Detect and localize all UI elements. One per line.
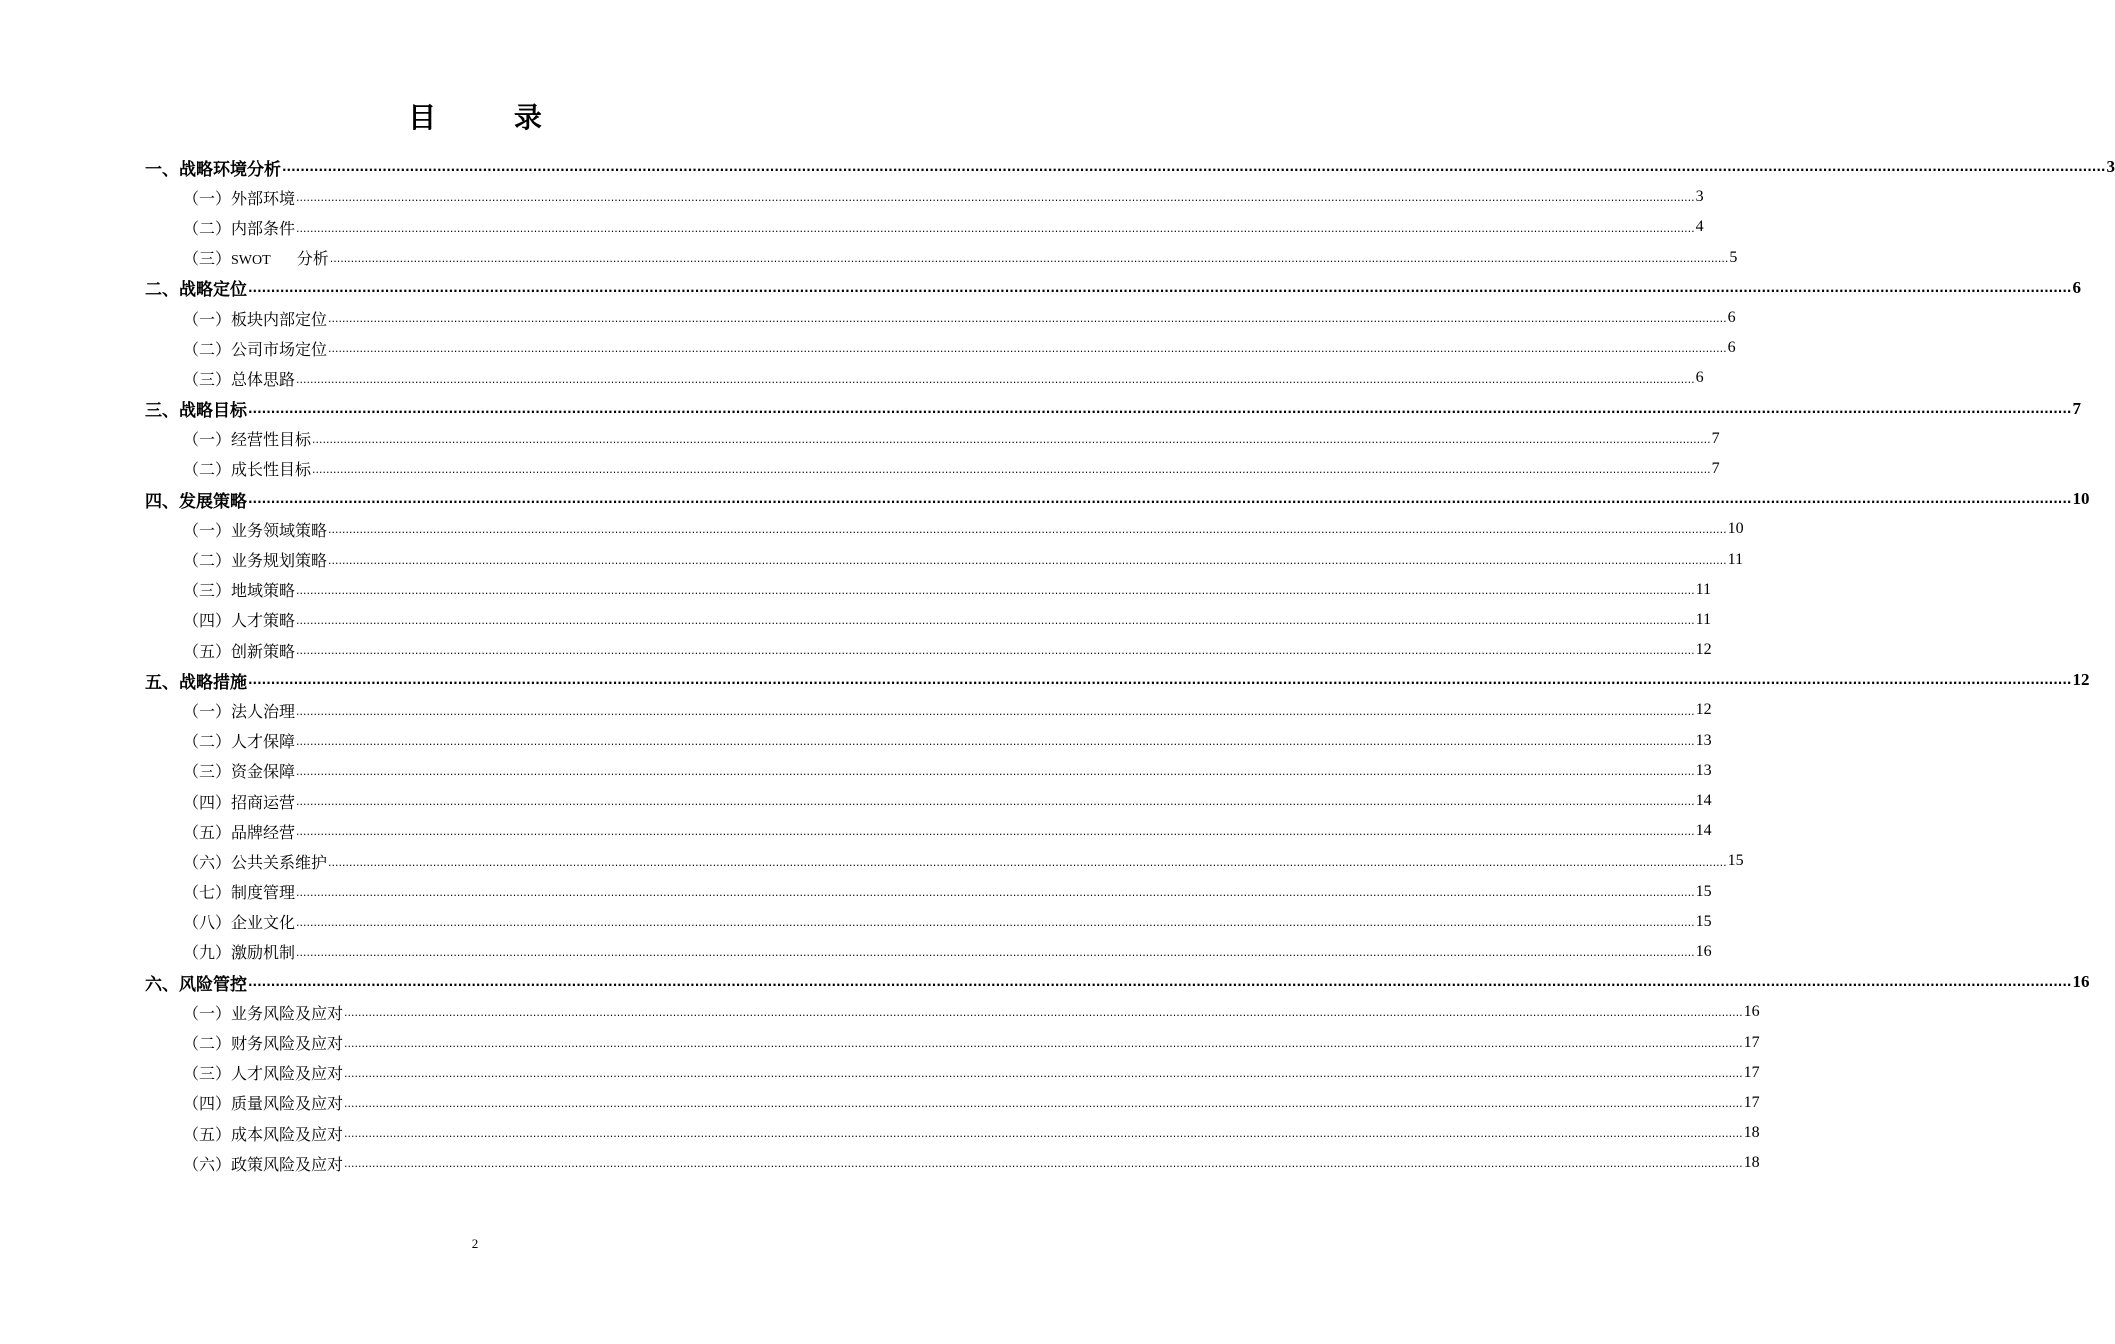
- toc-entry-page: 16: [1695, 942, 1712, 960]
- toc-entry-page: 11: [1727, 550, 1744, 568]
- toc-section-entry[interactable]: [145, 484, 2090, 514]
- toc-entry-page: 7: [2072, 398, 2081, 418]
- toc-dot-leader: ................................................................................................................................................................................................................................................................................................................................................................................................................: [329, 251, 1729, 265]
- toc-dot-leader: ................................................................................................................................................................................................................................................................................................................................................................................................................: [296, 915, 1695, 929]
- toc-entry-label-tail: 分析: [296, 249, 329, 269]
- table-of-contents: [145, 152, 2115, 1178]
- toc-subsection-entry[interactable]: [145, 303, 1736, 333]
- toc-dot-leader: ................................................................................................................................................................................................................................................................................................................................................................................................................: [296, 764, 1695, 778]
- toc-entry-label: 五、战略措施: [145, 672, 247, 693]
- toc-subsection-entry[interactable]: [145, 424, 1720, 454]
- toc-dot-leader: ................................................................................................................................................................................................................................................................................................................................................................................................................: [328, 553, 1727, 567]
- toc-entry-page: 17: [1743, 1093, 1760, 1111]
- toc-entry-label: （七）制度管理: [183, 883, 296, 903]
- toc-entry-label: （三）地域策略: [183, 581, 296, 601]
- page-number: 2: [471, 1236, 479, 1251]
- toc-entry-label: （五）品牌经营: [183, 822, 296, 842]
- toc-entry-label: 二、战略定位: [145, 280, 247, 301]
- toc-subsection-entry[interactable]: [145, 786, 1712, 816]
- toc-dot-leader: ................................................................................................................................................................................................................................................................................................................................................................................................................: [312, 463, 1711, 477]
- toc-entry-label: 一、战略环境分析: [145, 159, 281, 180]
- toc-entry-label: （二）人才保障: [183, 732, 296, 752]
- toc-entry-label: （一）外部环境: [183, 188, 296, 208]
- toc-entry-label: （二）财务风险及应对: [183, 1034, 344, 1054]
- toc-entry-page: 12: [1695, 641, 1712, 659]
- toc-entry-label: （二）成长性目标: [183, 460, 312, 480]
- toc-dot-leader: ................................................................................................................................................................................................................................................................................................................................................................................................................: [296, 734, 1695, 748]
- toc-subsection-entry[interactable]: [145, 212, 1704, 242]
- toc-entry-page: 13: [1695, 761, 1712, 779]
- toc-dot-leader: ................................................................................................................................................................................................................................................................................................................................................................................................................: [344, 1066, 1743, 1080]
- toc-subsection-entry[interactable]: [145, 575, 1712, 605]
- toc-entry-page: 15: [1695, 882, 1712, 900]
- toc-entry-page: 12: [2072, 670, 2090, 690]
- toc-entry-page: 15: [1727, 852, 1744, 870]
- toc-entry-page: 10: [1727, 520, 1744, 538]
- toc-entry-page: 17: [1743, 1063, 1760, 1081]
- toc-subsection-entry[interactable]: [145, 997, 1760, 1027]
- toc-dot-leader: ................................................................................................................................................................................................................................................................................................................................................................................................................: [344, 1127, 1743, 1141]
- toc-entry-label: （九）激励机制: [183, 943, 296, 963]
- toc-dot-leader: ................................................................................................................................................................................................................................................................................................................................................................................................................: [282, 160, 2106, 175]
- page-title: 目 录: [408, 101, 576, 134]
- toc-subsection-entry[interactable]: [145, 635, 1712, 665]
- toc-entry-label: （五）创新策略: [183, 641, 296, 661]
- toc-entry-page: 4: [1695, 218, 1704, 236]
- toc-entry-label: （四）人才策略: [183, 611, 296, 631]
- toc-entry-page: 3: [2106, 157, 2115, 177]
- toc-entry-label: 六、风险管控: [145, 974, 247, 995]
- toc-entry-label: （二）内部条件: [183, 218, 296, 238]
- toc-entry-label: （一）板块内部定位: [183, 309, 328, 329]
- toc-entry-label: （四）招商运营: [183, 792, 296, 812]
- toc-dot-leader: ................................................................................................................................................................................................................................................................................................................................................................................................................: [296, 221, 1695, 235]
- toc-subsection-entry[interactable]: [145, 1058, 1760, 1088]
- toc-entry-page: 7: [1711, 459, 1720, 477]
- toc-section-entry[interactable]: [145, 967, 2090, 997]
- toc-subsection-entry[interactable]: [145, 1088, 1760, 1118]
- toc-dot-leader: ................................................................................................................................................................................................................................................................................................................................................................................................................: [248, 492, 2072, 507]
- toc-subsection-entry[interactable]: [145, 333, 1736, 363]
- toc-entry-page: 6: [1695, 369, 1704, 387]
- toc-entry-page: 16: [2072, 972, 2090, 992]
- toc-dot-leader: ................................................................................................................................................................................................................................................................................................................................................................................................................: [328, 855, 1727, 869]
- toc-entry-label-swot: SWOT: [231, 253, 271, 269]
- toc-entry-page: 5: [1729, 248, 1738, 266]
- toc-subsection-entry[interactable]: [145, 756, 1712, 786]
- toc-entry-label: （一）业务风险及应对: [183, 1003, 344, 1023]
- toc-dot-leader: ................................................................................................................................................................................................................................................................................................................................................................................................................: [344, 1006, 1743, 1020]
- toc-subsection-entry[interactable]: [145, 937, 1712, 967]
- toc-entry-label: （三）资金保障: [183, 762, 296, 782]
- toc-entry-label: （三）总体思路: [183, 369, 296, 389]
- toc-dot-leader: ................................................................................................................................................................................................................................................................................................................................................................................................................: [296, 885, 1695, 899]
- toc-dot-leader: ................................................................................................................................................................................................................................................................................................................................................................................................................: [328, 342, 1727, 356]
- toc-subsection-entry[interactable]: [145, 816, 1712, 846]
- toc-entry-page: 6: [2072, 277, 2081, 297]
- toc-entry-label: （六）政策风险及应对: [183, 1154, 344, 1174]
- toc-entry-page: 7: [1711, 429, 1720, 447]
- toc-dot-leader: ................................................................................................................................................................................................................................................................................................................................................................................................................: [248, 975, 2072, 990]
- toc-dot-leader: ................................................................................................................................................................................................................................................................................................................................................................................................................: [296, 825, 1695, 839]
- toc-entry-label: （二）公司市场定位: [183, 339, 328, 359]
- toc-entry-label: （一）经营性目标: [183, 430, 312, 450]
- toc-entry-page: 10: [2072, 489, 2090, 509]
- toc-subsection-entry[interactable]: [145, 695, 1712, 725]
- toc-entry-page: 14: [1695, 792, 1712, 810]
- toc-entry-label: （一）法人治理: [183, 701, 296, 721]
- toc-entry-label: [183, 246, 329, 269]
- toc-entry-page: 6: [1727, 309, 1736, 327]
- toc-dot-leader: ................................................................................................................................................................................................................................................................................................................................................................................................................: [344, 1157, 1743, 1171]
- toc-subsection-entry[interactable]: [145, 243, 1738, 273]
- toc-dot-leader: ................................................................................................................................................................................................................................................................................................................................................................................................................: [296, 946, 1695, 960]
- toc-entry-page: 18: [1743, 1154, 1760, 1172]
- toc-entry-page: 11: [1695, 610, 1712, 628]
- toc-entry-label: 四、发展策略: [145, 491, 247, 512]
- toc-subsection-entry[interactable]: [145, 182, 1704, 212]
- toc-entry-label: （一）业务领域策略: [183, 520, 328, 540]
- toc-entry-label: （四）质量风险及应对: [183, 1094, 344, 1114]
- toc-subsection-entry[interactable]: [145, 544, 1744, 574]
- toc-dot-leader: ................................................................................................................................................................................................................................................................................................................................................................................................................: [296, 704, 1695, 718]
- toc-subsection-entry[interactable]: [145, 1027, 1760, 1057]
- toc-entry-page: 12: [1695, 701, 1712, 719]
- toc-dot-leader: ................................................................................................................................................................................................................................................................................................................................................................................................................: [328, 523, 1727, 537]
- toc-subsection-entry[interactable]: [145, 877, 1712, 907]
- toc-dot-leader: ................................................................................................................................................................................................................................................................................................................................................................................................................: [248, 401, 2072, 416]
- toc-subsection-entry[interactable]: [145, 1148, 1760, 1178]
- toc-dot-leader: ................................................................................................................................................................................................................................................................................................................................................................................................................: [296, 372, 1695, 386]
- toc-subsection-entry[interactable]: [145, 514, 1744, 544]
- toc-section-entry[interactable]: [145, 273, 2081, 303]
- toc-entry-label: （三）人才风险及应对: [183, 1064, 344, 1084]
- toc-section-entry[interactable]: [145, 394, 2081, 424]
- toc-subsection-entry[interactable]: [145, 605, 1712, 635]
- toc-entry-label: （八）企业文化: [183, 913, 296, 933]
- toc-dot-leader: ................................................................................................................................................................................................................................................................................................................................................................................................................: [296, 644, 1695, 658]
- toc-subsection-entry[interactable]: [145, 846, 1744, 876]
- toc-entry-page: 11: [1695, 580, 1712, 598]
- toc-entry-label: （六）公共关系维护: [183, 852, 328, 872]
- toc-entry-page: 17: [1743, 1033, 1760, 1051]
- toc-subsection-entry[interactable]: [145, 1118, 1760, 1148]
- toc-dot-leader: ................................................................................................................................................................................................................................................................................................................................................................................................................: [344, 1097, 1743, 1110]
- toc-section-entry[interactable]: [145, 665, 2090, 695]
- toc-dot-leader: ................................................................................................................................................................................................................................................................................................................................................................................................................: [296, 583, 1695, 597]
- toc-entry-label: （五）成本风险及应对: [183, 1124, 344, 1144]
- toc-entry-label: 三、战略目标: [145, 401, 247, 422]
- toc-entry-page: 14: [1695, 822, 1712, 840]
- toc-dot-leader: ................................................................................................................................................................................................................................................................................................................................................................................................................: [248, 280, 2072, 295]
- toc-dot-leader: ................................................................................................................................................................................................................................................................................................................................................................................................................: [312, 432, 1711, 446]
- toc-entry-page: 18: [1743, 1124, 1760, 1142]
- toc-dot-leader: ................................................................................................................................................................................................................................................................................................................................................................................................................: [328, 312, 1727, 326]
- toc-dot-leader: ................................................................................................................................................................................................................................................................................................................................................................................................................: [296, 795, 1695, 809]
- toc-entry-page: 6: [1727, 339, 1736, 357]
- toc-entry-page: 16: [1743, 1003, 1760, 1021]
- toc-entry-label: （二）业务规划策略: [183, 551, 328, 571]
- toc-subsection-entry[interactable]: [145, 907, 1712, 937]
- toc-dot-leader: ................................................................................................................................................................................................................................................................................................................................................................................................................: [344, 1036, 1743, 1050]
- toc-entry-label-prefix: （三）: [183, 249, 232, 269]
- toc-entry-page: 15: [1695, 912, 1712, 930]
- toc-entry-page: 13: [1695, 731, 1712, 749]
- toc-section-entry[interactable]: [145, 152, 2115, 182]
- toc-subsection-entry[interactable]: [145, 726, 1712, 756]
- toc-dot-leader: ................................................................................................................................................................................................................................................................................................................................................................................................................: [248, 673, 2072, 688]
- toc-dot-leader: ................................................................................................................................................................................................................................................................................................................................................................................................................: [296, 614, 1695, 627]
- toc-entry-page: 3: [1695, 188, 1704, 206]
- toc-subsection-entry[interactable]: [145, 363, 1704, 393]
- toc-dot-leader: ................................................................................................................................................................................................................................................................................................................................................................................................................: [296, 191, 1695, 205]
- toc-subsection-entry[interactable]: [145, 454, 1720, 484]
